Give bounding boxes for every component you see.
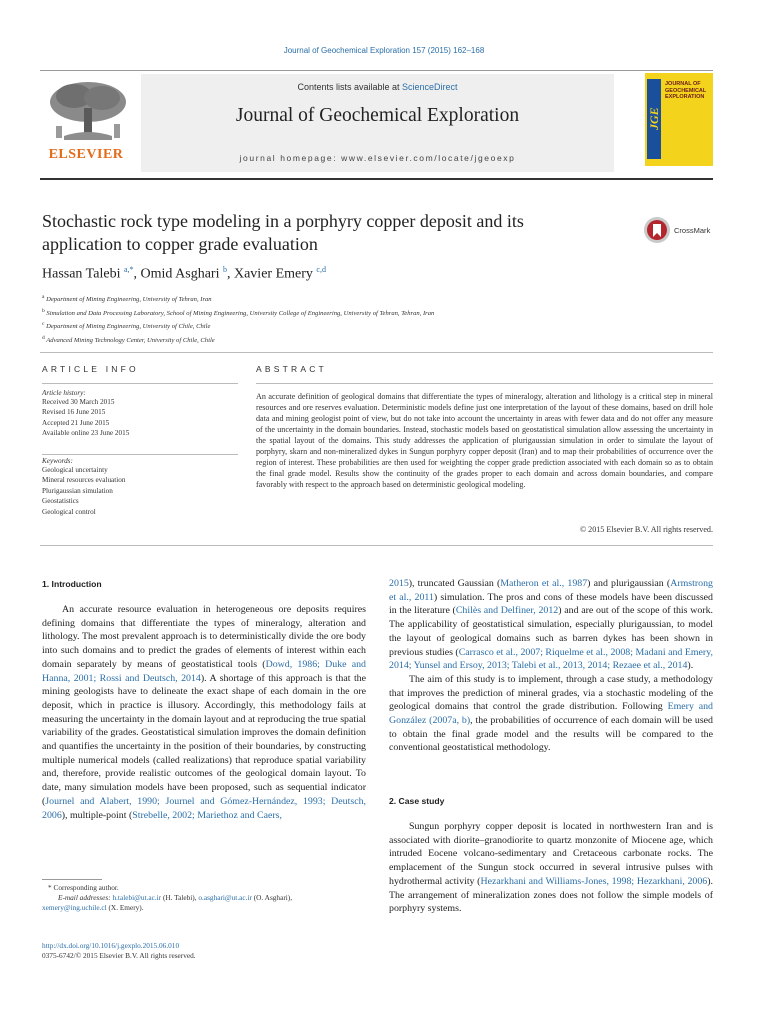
paragraph: 2015), truncated Gaussian (Matheron et al., 1987) and plurigaussian (Armstrong et al., 2011) simulation. The pros and cons of these models have been discussed in the literature (Chilès and Delfiner, 2012) and are out of the scope of this work. The applicability of geostatistical simulation, especially plurigaussian, to model the layout of geological domains such as barren dykes has been shown in previous studies (Carrasco et al., 2007; Riquelme et al., 2008; Madani and Emery, 2014; Yunsel and Ersoy, 2013; Talebi et al., 2013, 2014; Rezaee et al., 2014). <box>389 578 713 672</box>
corresponding-author-note: * Corresponding author. <box>48 883 119 892</box>
journal-reference[interactable]: Journal of Geochemical Exploration 157 (2015) 162–168 <box>283 46 485 55</box>
citation-link[interactable]: Strebelle, 2002; Mariethoz and Caers, <box>132 809 282 821</box>
issn-line: 0375-6742/© 2015 Elsevier B.V. All rights reserved. <box>42 951 196 960</box>
keyword-item: Mineral resources evaluation <box>42 476 126 485</box>
article-title <box>42 210 612 256</box>
journal-title: Journal of Geochemical Exploration <box>235 105 520 126</box>
crossmark-icon[interactable] <box>643 216 671 244</box>
author-name: Xavier Emery <box>233 266 313 282</box>
article-info-heading: ARTICLE INFO <box>42 364 139 374</box>
article-history-label: Article history: <box>42 389 86 397</box>
cover-abbrev: JGE <box>647 79 661 159</box>
abstract-copyright: © 2015 Elsevier B.V. All rights reserved. <box>579 525 713 534</box>
cover-line2: GEOCHEMICAL <box>665 87 707 94</box>
citation-link[interactable]: Chilès and Delfiner, 2012 <box>455 605 559 617</box>
contents-prefix: Contents lists available at <box>297 82 403 92</box>
header-bottom-rule <box>40 178 713 180</box>
citation-link[interactable]: Emery and González (2007a, b) <box>389 701 713 727</box>
right-column-body <box>389 577 713 755</box>
email-link[interactable]: o.asghari@ut.ac.ir <box>198 893 252 902</box>
citation-link[interactable]: Matheron et al., 1987 <box>500 578 588 589</box>
affiliation-item: $^a$ Department of Mining Engineering, University of Tehran, Iran <box>42 294 212 304</box>
history-item: Accepted 21 June 2015 <box>42 418 110 427</box>
affiliation-item: $^b$ Simulation and Data Processing Laboratory, School of Mining Engineering, University College of Engineering, University of Tehran, Tehran, Iran <box>42 307 435 317</box>
article-title-line1: Stochastic rock type modeling in a porphyry copper deposit and its <box>42 211 524 231</box>
email-link[interactable]: h.talebi@ut.ac.ir <box>112 893 162 902</box>
affiliation-item: $^c$ Department of Mining Engineering, University of Chile, Chile <box>42 321 211 331</box>
introduction-body <box>42 603 366 822</box>
keyword-item: Geostatistics <box>42 497 79 506</box>
cover-line3: EXPLORATION <box>665 94 705 100</box>
paragraph: The aim of this study is to implement, through a case study, a methodology that improves the prediction of mineral grades, via a stochastic modeling of the geological domains that control the grade distribution. Following Emery and González (2007a, b), the probabilities of occurrence of each domain will be used to obtain the final grade model and the results will be compared to the conventional geostatistical methodology. <box>389 673 713 754</box>
sciencedirect-link[interactable]: ScienceDirect <box>402 82 458 92</box>
journal-cover <box>645 73 713 166</box>
citation-link[interactable]: Hezarkhani and Williams-Jones, 1998; Hezarkhani, 2006 <box>480 875 708 887</box>
author-name: Omid Asghari <box>140 266 220 282</box>
abstract-text: An accurate definition of geological domains that differentiate the types of mineralogy, alteration and lithology is a critical step in mineral resources and ore reserves evaluation. Deterministic models define just one interpretation of the layout of these domains, based on drill hole data and mining geologist point of view, but do not take into account the uncertainty in areas with fewer data and do not offer any measure of the uncertainty in the domain boundaries. Instead, stochastic models based on geostatistical simulation allow assessing the uncertainty in the spatial layout of the domains. This study addresses the application of plurigaussian simulation in order to simulate the layout of porphyry, skarn and non-mineralized dykes in Sungun porphyry copper deposit (Iran) and to map their probabilities of occurrence over the region of interest. These probabilities are then used for weighting the copper grade prediction associated with each domain so as to obtain the final grade model. Results show the continuity of the grades proper to each domain and across domain boundaries, and compare favorably with respect to the approach based on deterministic geological modeling. <box>256 392 713 489</box>
abstract-bottom-rule <box>40 545 713 546</box>
citation-link[interactable]: 2015 <box>389 578 409 589</box>
keywords-label: Keywords: <box>42 457 73 465</box>
contents-available <box>141 82 614 92</box>
doi-block <box>42 941 442 961</box>
header-top-rule <box>40 70 713 71</box>
journal-homepage[interactable]: journal homepage: www.elsevier.com/locate/jgeoexp <box>239 153 516 163</box>
email-line: xemery@ing.uchile.cl (X. Emery). <box>42 903 144 912</box>
affiliation-item: $^d$ Advanced Mining Technology Center, University of Chile, Chile <box>42 334 215 344</box>
keyword-item: Geological uncertainty <box>42 466 108 474</box>
author-list: Hassan Talebi $^{a,*}$, Omid Asghari $^b$, Xavier Emery $^{c,d}$ <box>42 265 326 282</box>
author-superscript[interactable]: c,d <box>316 265 326 274</box>
author-superscript[interactable]: a,* <box>123 265 134 274</box>
keywords <box>42 457 238 517</box>
cover-line1: JOURNAL OF <box>665 81 701 87</box>
keyword-item: Geological control <box>42 507 96 516</box>
email-line: E-mail addresses: h.talebi@ut.ac.ir (H. Talebi), o.asghari@ut.ac.ir (O. Asghari), <box>58 893 293 902</box>
keywords-rule <box>42 454 238 455</box>
article-history <box>42 389 238 439</box>
history-item: Received 30 March 2015 <box>42 398 115 406</box>
history-item: Available online 23 June 2015 <box>42 429 130 438</box>
cover-title <box>665 81 711 101</box>
citation-link[interactable]: Carrasco et al., 2007; Riquelme et al., 2008; Madani and Emery, 2014; Yunsel and Ersoy, 2013; Talebi et al., 2013, 2014; Rezaee et al., 2014 <box>389 646 713 672</box>
email-link[interactable]: xemery@ing.uchile.cl <box>42 903 107 912</box>
history-item: Revised 16 June 2015 <box>42 408 106 417</box>
keyword-item: Plurigaussian simulation <box>42 486 113 495</box>
article-info-rule <box>42 383 238 384</box>
elsevier-tree-logo <box>44 78 130 146</box>
author-superscript[interactable]: b <box>222 265 227 274</box>
crossmark-label[interactable]: CrossMark <box>674 226 711 235</box>
elsevier-wordmark: ELSEVIER <box>48 147 124 162</box>
section-2-heading: 2. Case study <box>389 796 445 806</box>
affiliations <box>42 292 642 346</box>
citation-link[interactable]: Dowd, 1986; Duke and Hanna, 2001; Rossi and Deutsch, 2014 <box>42 658 366 684</box>
abstract-heading: ABSTRACT <box>256 364 327 374</box>
author-name: Hassan Talebi <box>42 266 121 282</box>
citation-link[interactable]: Journel and Alabert, 1990; Journel and Gómez-Hernández, 1993; Deutsch, 2006 <box>42 795 366 821</box>
footnote-rule <box>42 879 102 880</box>
section-divider <box>40 352 713 353</box>
case-study-body <box>389 820 713 916</box>
paragraph: An accurate resource evaluation in heterogeneous ore deposits requires defining domains that differentiate the types of mineralogy, alteration and lithology. The most prevalent approach is to deterministically divide the ore body into such domains and to predict the grades of elements of interest within each domain separately by means of geostatistical tools (Dowd, 1986; Duke and Hanna, 2001; Rossi and Deutsch, 2014). A shortage of this approach is that the mining geologists have to delineate the exact shape of each domain in the ore deposit, which in practice is illusory. Accordingly, this methodology fails at measuring the uncertainty in the domain layout and at reproducing the true spatial variability of the grades. Geostatistical simulation improves the domain definition and quantifies the uncertainty in the position of their boundaries, by constructing multiple numerical models (called realizations) that reproduce spatial variability and, therefore, provide realistic outcomes of the geological domain layout. To date, many simulation models have been proposed, such as sequential indicator (Journel and Alabert, 1990; Journel and Gómez-Hernández, 1993; Deutsch, 2006), multiple-point (Strebelle, 2002; Mariethoz and Caers, <box>42 604 367 821</box>
paragraph: Sungun porphyry copper deposit is located in northwestern Iran and is associated with diorite–granodiorite to quartz monzonite of Miocene age, which intruded Eocene volcano-sedimentary and Cretaceous carbonate rocks. The emplacement of the Sungun stock occurred in several intrusive pulses with hydrothermal activity (Hezarkhani and Williams-Jones, 1998; Hezarkhani, 2006). The arrangement of mineralization zones does not follow the simple models of porphyry systems. <box>389 821 713 915</box>
section-1-heading: 1. Introduction <box>42 579 102 589</box>
footnotes <box>42 883 366 913</box>
article-title-line2: application to copper grade evaluation <box>42 234 318 254</box>
abstract-rule <box>256 383 713 384</box>
doi-link[interactable]: http://dx.doi.org/10.1016/j.gexplo.2015.06.010 <box>42 941 180 950</box>
citation-link[interactable]: Armstrong et al., 2011 <box>389 578 713 603</box>
